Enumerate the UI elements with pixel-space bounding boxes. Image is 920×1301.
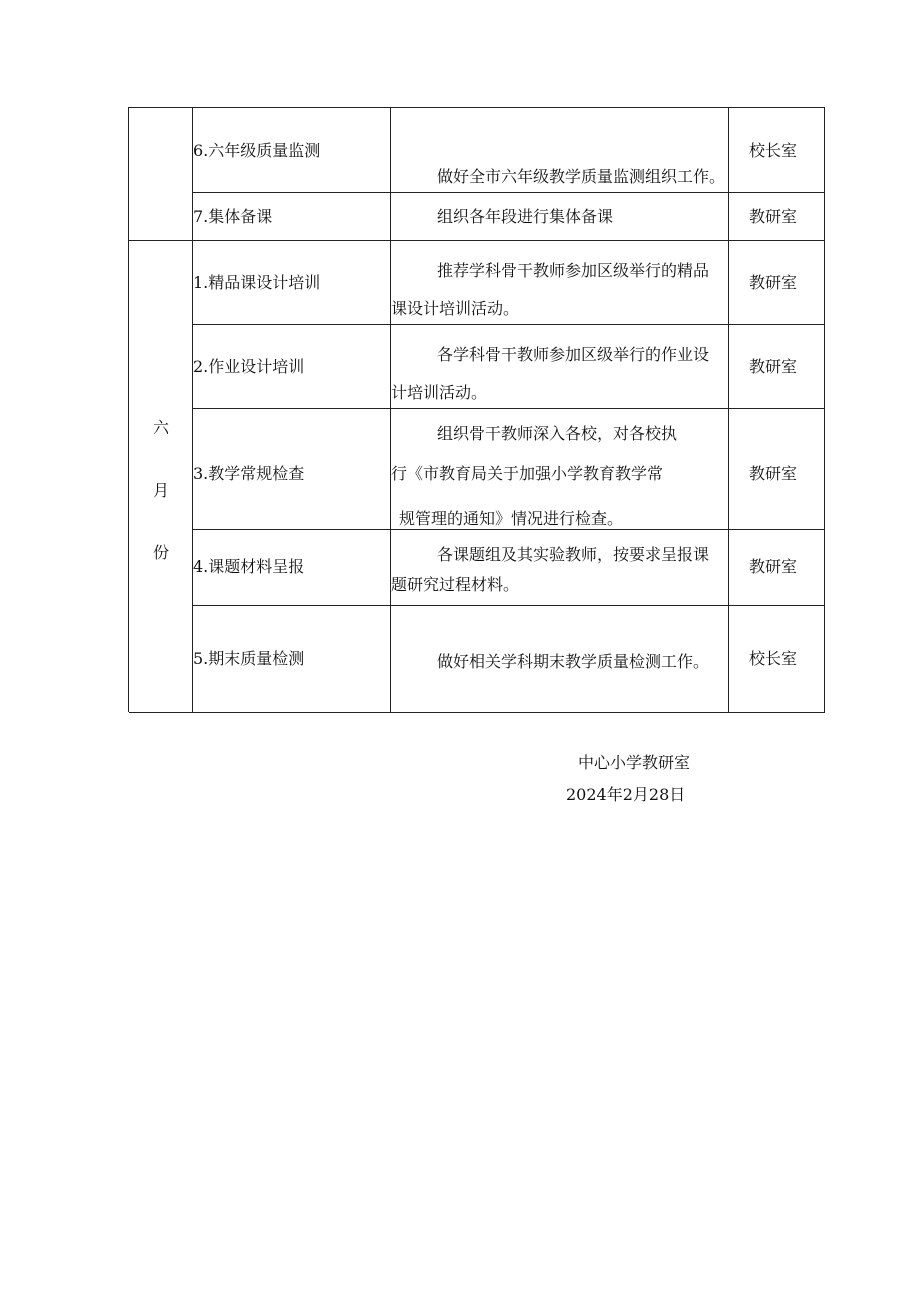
desc-line: 各课题组及其实验教师，按要求呈报课 — [437, 545, 710, 564]
item-label: 5.期末质量检测 — [193, 649, 305, 668]
dept-cell — [729, 108, 825, 193]
desc-cell — [391, 606, 729, 713]
dept-label: 教研室 — [749, 273, 798, 292]
item-label: 1.精品课设计培训 — [193, 273, 321, 292]
dept-cell — [729, 241, 825, 325]
month-cell-prev — [129, 108, 193, 241]
desc-line: 课设计培训活动。 — [391, 299, 520, 318]
desc-line: 计培训活动。 — [391, 383, 488, 402]
footer-org: 中心小学教研室 — [578, 753, 691, 772]
desc-cell — [391, 325, 729, 409]
item-label: 4.课题材料呈报 — [193, 557, 305, 576]
desc-line: 推荐学科骨干教师参加区级举行的精品 — [437, 261, 710, 280]
item-label: 3.教学常规检查 — [193, 464, 305, 483]
dept-label: 校长室 — [749, 649, 798, 668]
desc-line: 规管理的通知》情况进行检查。 — [399, 509, 624, 528]
dept-cell — [729, 409, 825, 530]
item-label: 6.六年级质量监测 — [193, 141, 321, 160]
month-char-1: 六 — [153, 418, 170, 437]
desc-cell — [391, 193, 729, 241]
dept-label: 教研室 — [749, 207, 798, 226]
desc-line: 各学科骨干教师参加区级举行的作业设 — [437, 345, 710, 364]
desc-cell — [391, 409, 729, 530]
desc-line: 行《市教育局关于加强小学教育教学常 — [391, 464, 664, 483]
item-cell — [193, 193, 391, 241]
desc-cell — [391, 241, 729, 325]
schedule-table — [128, 107, 825, 712]
dept-cell — [729, 530, 825, 606]
dept-cell — [729, 606, 825, 713]
item-cell — [193, 530, 391, 606]
month-char-3: 份 — [153, 543, 170, 562]
desc-cell — [391, 108, 729, 193]
item-cell — [193, 325, 391, 409]
desc-line: 做好全市六年级教学质量监测组织工作。 — [437, 167, 726, 186]
dept-label: 教研室 — [749, 357, 798, 376]
item-label: 7.集体备课 — [193, 207, 273, 226]
item-label: 2.作业设计培训 — [193, 357, 305, 376]
dept-cell — [729, 325, 825, 409]
month-char-2: 月 — [153, 481, 170, 500]
footer-date: 2024年2月28日 — [566, 785, 686, 804]
dept-cell — [729, 193, 825, 241]
desc-line: 题研究过程材料。 — [391, 575, 520, 594]
desc-line: 组织各年段进行集体备课 — [437, 207, 614, 226]
item-cell — [193, 108, 391, 193]
dept-label: 教研室 — [749, 464, 798, 483]
desc-line: 做好相关学科期末教学质量检测工作。 — [437, 652, 710, 671]
dept-label: 校长室 — [749, 141, 798, 160]
item-cell — [193, 241, 391, 325]
item-cell — [193, 409, 391, 530]
month-cell-june — [129, 241, 193, 713]
desc-cell — [391, 530, 729, 606]
dept-label: 教研室 — [749, 557, 798, 576]
item-cell — [193, 606, 391, 713]
desc-line: 组织骨干教师深入各校，对各校执 — [437, 424, 678, 443]
